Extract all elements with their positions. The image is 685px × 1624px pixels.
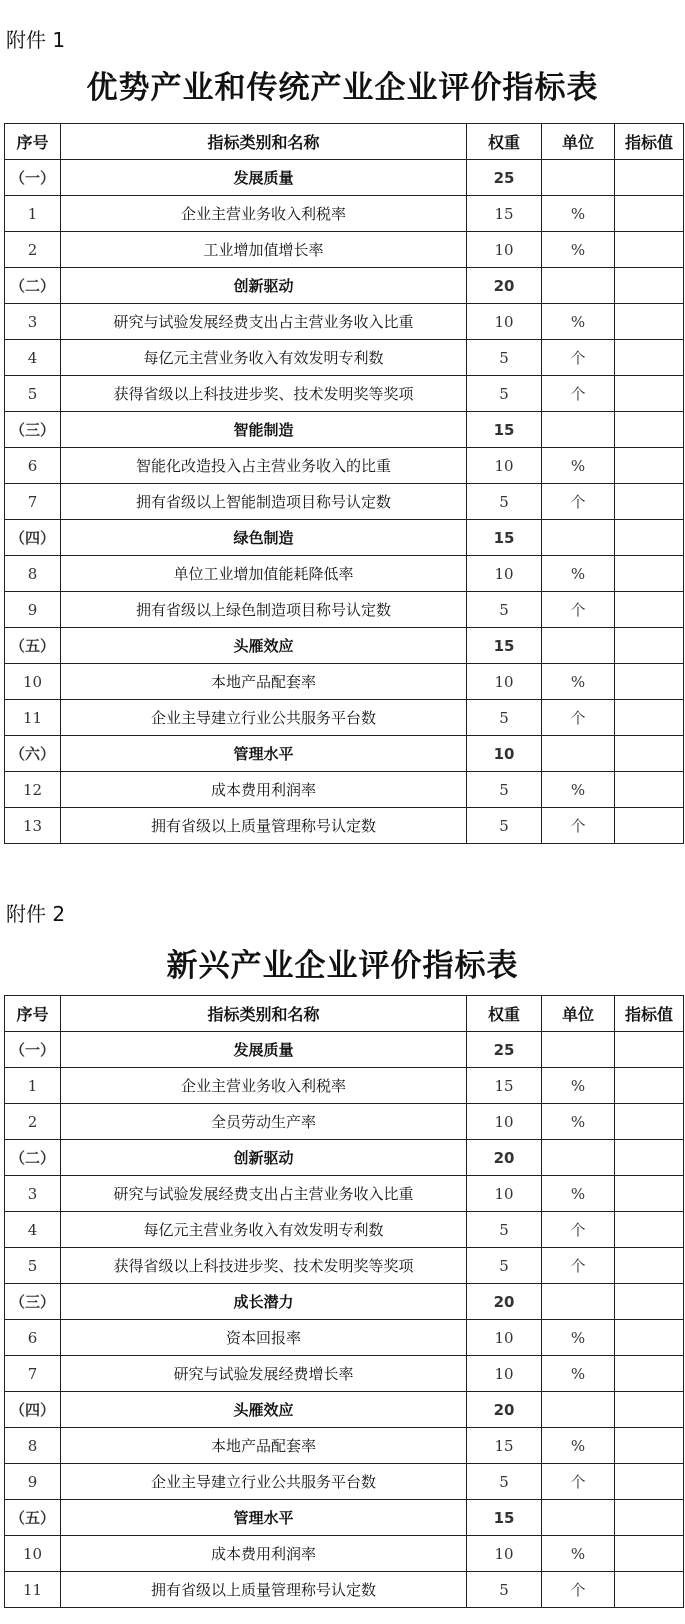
table-row [5,1212,684,1248]
indicator-name: 拥有省级以上智能制造项目称号认定数 [61,484,467,520]
table-row [5,1248,684,1284]
unit-cell [542,628,615,664]
indicator-name: 获得省级以上科技进步奖、技术发明奖等奖项 [61,376,467,412]
row-number: （四） [5,1392,61,1428]
row-number: 9 [5,592,61,628]
weight-cell: 10 [467,232,542,268]
weight-cell: 20 [467,1284,542,1320]
indicator-value-cell [615,376,684,412]
indicator-name: 智能制造 [61,412,467,448]
indicator-value-cell [615,160,684,196]
weight-cell: 5 [467,1248,542,1284]
row-number: （一） [5,1032,61,1068]
table-row [5,304,684,340]
unit-cell: 个 [542,700,615,736]
row-number: 2 [5,232,61,268]
weight-cell: 20 [467,268,542,304]
indicator-value-cell [615,1032,684,1068]
table-row [5,1572,684,1608]
row-number: （四） [5,520,61,556]
row-number: 1 [5,1068,61,1104]
header-name: 指标类别和名称 [61,124,467,160]
weight-cell: 10 [467,736,542,772]
header-no: 序号 [5,996,61,1032]
row-number: 10 [5,1536,61,1572]
weight-cell: 25 [467,1032,542,1068]
indicator-name: 工业增加值增长率 [61,232,467,268]
table-row [5,1464,684,1500]
indicator-name: 每亿元主营业务收入有效发明专利数 [61,340,467,376]
indicator-value-cell [615,232,684,268]
row-number: 2 [5,1104,61,1140]
row-number: （五） [5,628,61,664]
unit-cell: % [542,772,615,808]
row-number: （六） [5,736,61,772]
weight-cell: 10 [467,1104,542,1140]
row-number: 8 [5,1428,61,1464]
table-row [5,1320,684,1356]
annex-1-label: 附件 1 [6,28,66,52]
row-number: （三） [5,1284,61,1320]
indicator-name: 企业主营业务收入利税率 [61,196,467,232]
weight-cell: 20 [467,1140,542,1176]
indicator-name: 全员劳动生产率 [61,1104,467,1140]
row-number: 5 [5,376,61,412]
table-row [5,376,684,412]
indicator-name: 资本回报率 [61,1320,467,1356]
unit-cell: % [542,1536,615,1572]
row-number: （五） [5,1500,61,1536]
indicator-name: 获得省级以上科技进步奖、技术发明奖等奖项 [61,1248,467,1284]
indicator-name: 头雁效应 [61,1392,467,1428]
table-row [5,1104,684,1140]
weight-cell: 5 [467,484,542,520]
row-number: 7 [5,1356,61,1392]
unit-cell [542,736,615,772]
indicator-name: 拥有省级以上质量管理称号认定数 [61,1572,467,1608]
unit-cell: 个 [542,592,615,628]
table-header-row [5,996,684,1032]
weight-cell: 10 [467,556,542,592]
indicator-name: 企业主导建立行业公共服务平台数 [61,700,467,736]
unit-cell: % [542,304,615,340]
annex-2-label: 附件 2 [6,902,66,926]
table-row [5,556,684,592]
unit-cell [542,1284,615,1320]
row-number: 4 [5,340,61,376]
indicator-value-cell [615,772,684,808]
indicator-name: 研究与试验发展经费支出占主营业务收入比重 [61,304,467,340]
category-row [5,736,684,772]
indicator-name: 发展质量 [61,1032,467,1068]
weight-cell: 5 [467,1464,542,1500]
row-number: 4 [5,1212,61,1248]
indicator-value-cell [615,736,684,772]
weight-cell: 10 [467,1356,542,1392]
category-row [5,520,684,556]
unit-cell [542,160,615,196]
table-row [5,1428,684,1464]
annex-2-table [4,995,684,1608]
row-number: （二） [5,268,61,304]
unit-cell: % [542,1320,615,1356]
unit-cell [542,412,615,448]
table-row [5,592,684,628]
indicator-value-cell [615,340,684,376]
indicator-name: 本地产品配套率 [61,1428,467,1464]
indicator-value-cell [615,556,684,592]
weight-cell: 5 [467,808,542,844]
unit-cell: % [542,232,615,268]
indicator-value-cell [615,664,684,700]
header-value: 指标值 [615,124,684,160]
weight-cell: 5 [467,700,542,736]
weight-cell: 5 [467,340,542,376]
category-row [5,412,684,448]
weight-cell: 15 [467,1500,542,1536]
table-row [5,340,684,376]
indicator-value-cell [615,1500,684,1536]
header-unit: 单位 [542,996,615,1032]
weight-cell: 15 [467,196,542,232]
unit-cell: 个 [542,1572,615,1608]
row-number: 13 [5,808,61,844]
unit-cell: 个 [542,1464,615,1500]
unit-cell: % [542,1176,615,1212]
indicator-name: 成本费用利润率 [61,1536,467,1572]
table-row [5,448,684,484]
indicator-name: 头雁效应 [61,628,467,664]
row-number: 5 [5,1248,61,1284]
unit-cell [542,1392,615,1428]
indicator-value-cell [615,1104,684,1140]
table-row [5,1176,684,1212]
indicator-name: 本地产品配套率 [61,664,467,700]
row-number: 10 [5,664,61,700]
row-number: 1 [5,196,61,232]
indicator-name: 绿色制造 [61,520,467,556]
header-weight: 权重 [467,996,542,1032]
weight-cell: 25 [467,160,542,196]
row-number: 8 [5,556,61,592]
table-header-row [5,124,684,160]
weight-cell: 10 [467,448,542,484]
unit-cell: % [542,1356,615,1392]
indicator-name: 拥有省级以上绿色制造项目称号认定数 [61,592,467,628]
indicator-value-cell [615,1140,684,1176]
row-number: 3 [5,304,61,340]
table-row [5,1356,684,1392]
table-row [5,1068,684,1104]
indicator-value-cell [615,700,684,736]
row-number: 3 [5,1176,61,1212]
annex-1-table [4,123,684,844]
indicator-value-cell [615,808,684,844]
indicator-name: 成本费用利润率 [61,772,467,808]
header-no: 序号 [5,124,61,160]
unit-cell [542,1032,615,1068]
unit-cell: % [542,1068,615,1104]
annex-1-title: 优势产业和传统产业企业评价指标表 [86,70,599,106]
indicator-value-cell [615,592,684,628]
indicator-name: 管理水平 [61,1500,467,1536]
indicator-value-cell [615,448,684,484]
category-row [5,1032,684,1068]
row-number: 11 [5,1572,61,1608]
indicator-name: 成长潜力 [61,1284,467,1320]
unit-cell: 个 [542,1248,615,1284]
row-number: （三） [5,412,61,448]
indicator-value-cell [615,268,684,304]
indicator-name: 创新驱动 [61,268,467,304]
row-number: 12 [5,772,61,808]
indicator-value-cell [615,1284,684,1320]
indicator-name: 企业主导建立行业公共服务平台数 [61,1464,467,1500]
unit-cell: % [542,1428,615,1464]
unit-cell: 个 [542,484,615,520]
table-row [5,700,684,736]
indicator-value-cell [615,304,684,340]
unit-cell [542,1140,615,1176]
row-number: 7 [5,484,61,520]
weight-cell: 15 [467,412,542,448]
category-row [5,160,684,196]
unit-cell: 个 [542,340,615,376]
weight-cell: 5 [467,772,542,808]
indicator-value-cell [615,1464,684,1500]
weight-cell: 10 [467,1320,542,1356]
indicator-name: 企业主营业务收入利税率 [61,1068,467,1104]
indicator-value-cell [615,1572,684,1608]
weight-cell: 5 [467,592,542,628]
category-row [5,628,684,664]
indicator-value-cell [615,1320,684,1356]
weight-cell: 15 [467,628,542,664]
indicator-value-cell [615,412,684,448]
indicator-name: 拥有省级以上质量管理称号认定数 [61,808,467,844]
indicator-name: 智能化改造投入占主营业务收入的比重 [61,448,467,484]
row-number: （一） [5,160,61,196]
row-number: （二） [5,1140,61,1176]
indicator-value-cell [615,1212,684,1248]
category-row [5,1500,684,1536]
weight-cell: 5 [467,376,542,412]
header-unit: 单位 [542,124,615,160]
unit-cell: 个 [542,376,615,412]
indicator-value-cell [615,196,684,232]
unit-cell: % [542,1104,615,1140]
indicator-name: 单位工业增加值能耗降低率 [61,556,467,592]
indicator-name: 研究与试验发展经费支出占主营业务收入比重 [61,1176,467,1212]
weight-cell: 20 [467,1392,542,1428]
indicator-value-cell [615,1536,684,1572]
weight-cell: 15 [467,520,542,556]
weight-cell: 15 [467,1068,542,1104]
indicator-name: 研究与试验发展经费增长率 [61,1356,467,1392]
unit-cell [542,520,615,556]
row-number: 6 [5,1320,61,1356]
weight-cell: 10 [467,664,542,700]
header-name: 指标类别和名称 [61,996,467,1032]
indicator-value-cell [615,1392,684,1428]
header-value: 指标值 [615,996,684,1032]
table-row [5,772,684,808]
table-row [5,1536,684,1572]
category-row [5,268,684,304]
table-row [5,808,684,844]
header-weight: 权重 [467,124,542,160]
indicator-name: 每亿元主营业务收入有效发明专利数 [61,1212,467,1248]
indicator-value-cell [615,1428,684,1464]
indicator-name: 发展质量 [61,160,467,196]
unit-cell: % [542,556,615,592]
indicator-name: 管理水平 [61,736,467,772]
row-number: 11 [5,700,61,736]
unit-cell [542,268,615,304]
weight-cell: 15 [467,1428,542,1464]
row-number: 9 [5,1464,61,1500]
weight-cell: 10 [467,1536,542,1572]
table-row [5,664,684,700]
table-row [5,196,684,232]
unit-cell: % [542,664,615,700]
indicator-value-cell [615,484,684,520]
unit-cell: 个 [542,1212,615,1248]
table-row [5,484,684,520]
indicator-value-cell [615,520,684,556]
weight-cell: 5 [467,1572,542,1608]
indicator-value-cell [615,1176,684,1212]
unit-cell: 个 [542,808,615,844]
category-row [5,1392,684,1428]
indicator-value-cell [615,1356,684,1392]
weight-cell: 10 [467,1176,542,1212]
category-row [5,1284,684,1320]
indicator-value-cell [615,1068,684,1104]
annex-2-title: 新兴产业企业评价指标表 [166,948,519,984]
unit-cell: % [542,448,615,484]
unit-cell: % [542,196,615,232]
weight-cell: 5 [467,1212,542,1248]
table-row [5,232,684,268]
category-row [5,1140,684,1176]
unit-cell [542,1500,615,1536]
row-number: 6 [5,448,61,484]
weight-cell: 10 [467,304,542,340]
indicator-value-cell [615,628,684,664]
indicator-name: 创新驱动 [61,1140,467,1176]
indicator-value-cell [615,1248,684,1284]
